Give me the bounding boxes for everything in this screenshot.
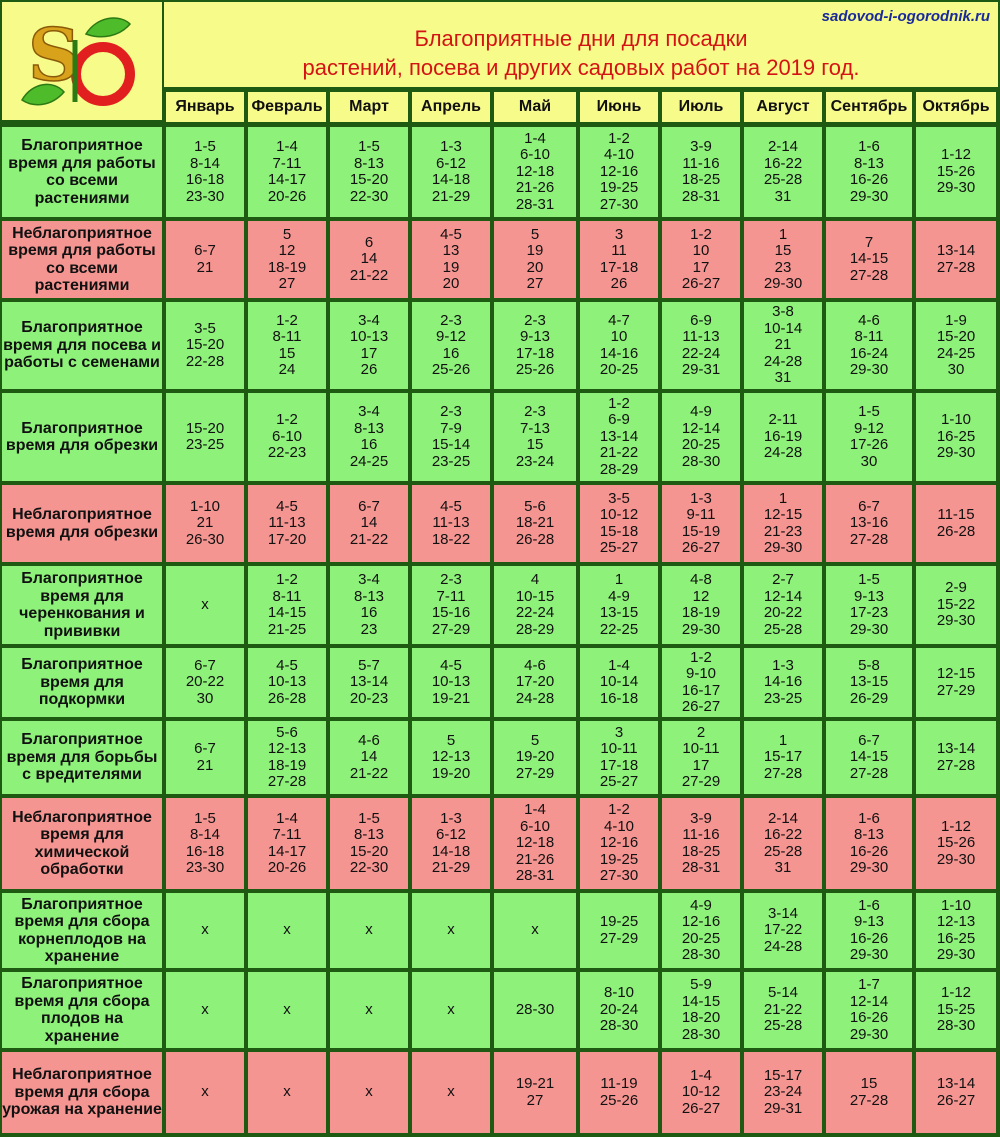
title-line-2: растений, посева и других садовых работ на 2019 год. (302, 55, 860, 80)
date-cell: 3-8 10-14 21 24-28 31 (744, 302, 822, 389)
site-logo[interactable] (2, 2, 162, 120)
date-cell: x (166, 1052, 244, 1133)
date-cell: 5-14 21-22 25-28 (744, 972, 822, 1048)
date-cell: 1-12 15-26 29-30 (916, 798, 996, 889)
date-cell: 1 15-17 27-28 (744, 721, 822, 794)
date-cell: 3-5 15-20 22-28 (166, 302, 244, 389)
date-cell: 1-3 9-11 15-19 26-27 (662, 485, 740, 562)
date-cell: 3-9 11-16 18-25 28-31 (662, 127, 740, 217)
row-label: Неблагоприятное время для работы со всеми растениями (2, 221, 162, 298)
date-cell: 1 4-9 13-15 22-25 (580, 566, 658, 644)
date-cell: 4-7 10 14-16 20-25 (580, 302, 658, 389)
date-cell: 13-14 26-27 (916, 1052, 996, 1133)
date-cell: 2-3 9-13 17-18 25-26 (494, 302, 576, 389)
date-cell: 5-9 14-15 18-20 28-30 (662, 972, 740, 1048)
date-cell: 1-4 10-12 26-27 (662, 1052, 740, 1133)
date-cell: 3-14 17-22 24-28 (744, 893, 822, 968)
date-cell: 5 12-13 19-20 (412, 721, 490, 794)
logo-letter-o: O (86, 48, 87, 49)
date-cell: 1-5 9-12 17-26 30 (826, 393, 912, 481)
page-title (164, 24, 998, 82)
date-cell: 4-8 12 18-19 29-30 (662, 566, 740, 644)
date-cell: 3-4 8-13 16 24-25 (330, 393, 408, 481)
date-cell: 6-9 11-13 22-24 29-31 (662, 302, 740, 389)
date-cell: 4-5 10-13 19-21 (412, 648, 490, 717)
date-cell: 19-21 27 (494, 1052, 576, 1133)
date-cell: 6-7 14-15 27-28 (826, 721, 912, 794)
date-cell: 1-2 8-11 15 24 (248, 302, 326, 389)
date-cell: 4-5 11-13 18-22 (412, 485, 490, 562)
date-cell: 5 12 18-19 27 (248, 221, 326, 298)
logo-letter-s: S (28, 12, 80, 97)
date-cell: 13-14 27-28 (916, 221, 996, 298)
date-cell: 2-3 7-13 15 23-24 (494, 393, 576, 481)
date-cell: x (494, 893, 576, 968)
date-cell: 1-5 8-13 15-20 22-30 (330, 798, 408, 889)
date-cell: 4-5 11-13 17-20 (248, 485, 326, 562)
date-cell: 1-6 9-13 16-26 29-30 (826, 893, 912, 968)
date-cell: 4-9 12-14 20-25 28-30 (662, 393, 740, 481)
month-header: Апрель (412, 92, 490, 122)
date-cell: x (248, 1052, 326, 1133)
date-cell: 5-7 13-14 20-23 (330, 648, 408, 717)
date-cell: 4-9 12-16 20-25 28-30 (662, 893, 740, 968)
date-cell: 6-7 21 (166, 221, 244, 298)
date-cell: 2-3 9-12 16 25-26 (412, 302, 490, 389)
date-cell: 5 19-20 27-29 (494, 721, 576, 794)
row-label: Благоприятное время для борьбы с вредителями (2, 721, 162, 794)
row-label: Благоприятное время для обрезки (2, 393, 162, 481)
date-cell: 15-17 23-24 29-31 (744, 1052, 822, 1133)
date-cell: 1-3 6-12 14-18 21-29 (412, 798, 490, 889)
date-cell: 1-3 6-12 14-18 21-29 (412, 127, 490, 217)
date-cell: 1-12 15-25 28-30 (916, 972, 996, 1048)
row-label: Благоприятное время для черенкования и прививки (2, 566, 162, 644)
date-cell: 1-2 10 17 26-27 (662, 221, 740, 298)
month-header: Январь (166, 92, 244, 122)
date-cell: 1-3 14-16 23-25 (744, 648, 822, 717)
date-cell: 2-7 12-14 20-22 25-28 (744, 566, 822, 644)
logo-graphic (2, 2, 162, 120)
month-header: Март (330, 92, 408, 122)
month-header: Июнь (580, 92, 658, 122)
date-cell: 11-15 26-28 (916, 485, 996, 562)
date-cell: 2-14 16-22 25-28 31 (744, 127, 822, 217)
date-cell: 1-4 10-14 16-18 (580, 648, 658, 717)
date-cell: 1-5 8-14 16-18 23-30 (166, 798, 244, 889)
date-cell: 1-9 15-20 24-25 30 (916, 302, 996, 389)
date-cell: 2-11 16-19 24-28 (744, 393, 822, 481)
date-cell: 3-5 10-12 15-18 25-27 (580, 485, 658, 562)
date-cell: x (248, 893, 326, 968)
date-cell: 1-10 12-13 16-25 29-30 (916, 893, 996, 968)
date-cell: x (166, 893, 244, 968)
title-header (164, 2, 998, 87)
date-cell: 1-2 6-10 22-23 (248, 393, 326, 481)
date-cell: 5-6 18-21 26-28 (494, 485, 576, 562)
date-cell: 4 10-15 22-24 28-29 (494, 566, 576, 644)
date-cell: 4-6 14 21-22 (330, 721, 408, 794)
date-cell: 1-2 4-10 12-16 19-25 27-30 (580, 798, 658, 889)
date-cell: 4-6 8-11 16-24 29-30 (826, 302, 912, 389)
date-cell: 1-6 8-13 16-26 29-30 (826, 127, 912, 217)
date-cell: 1-2 4-10 12-16 19-25 27-30 (580, 127, 658, 217)
site-url[interactable]: sadovod-i-ogorodnik.ru (821, 8, 990, 25)
date-cell: 12-15 27-29 (916, 648, 996, 717)
date-cell: 1-2 6-9 13-14 21-22 28-29 (580, 393, 658, 481)
date-cell: 1-2 8-11 14-15 21-25 (248, 566, 326, 644)
date-cell: 1-4 6-10 12-18 21-26 28-31 (494, 127, 576, 217)
date-cell: 19-25 27-29 (580, 893, 658, 968)
row-label: Благоприятное время для подкормки (2, 648, 162, 717)
date-cell: x (412, 893, 490, 968)
month-header: Февраль (248, 92, 326, 122)
date-cell: 6-7 21 (166, 721, 244, 794)
date-cell: 1-4 7-11 14-17 20-26 (248, 798, 326, 889)
date-cell: x (330, 1052, 408, 1133)
date-cell: 3 11 17-18 26 (580, 221, 658, 298)
date-cell: 2-3 7-11 15-16 27-29 (412, 566, 490, 644)
date-cell: 1-6 8-13 16-26 29-30 (826, 798, 912, 889)
row-label: Благоприятное время для работы со всеми растениями (2, 127, 162, 217)
date-cell: 1 12-15 21-23 29-30 (744, 485, 822, 562)
date-cell: 13-14 27-28 (916, 721, 996, 794)
date-cell: 15 27-28 (826, 1052, 912, 1133)
date-cell: x (248, 972, 326, 1048)
date-cell: 1-5 8-14 16-18 23-30 (166, 127, 244, 217)
date-cell: 1-10 16-25 29-30 (916, 393, 996, 481)
date-cell: 5-6 12-13 18-19 27-28 (248, 721, 326, 794)
date-cell: 1-5 9-13 17-23 29-30 (826, 566, 912, 644)
date-cell: x (330, 893, 408, 968)
row-label: Неблагоприятное время для химической обработки (2, 798, 162, 889)
date-cell: 3-4 8-13 16 23 (330, 566, 408, 644)
date-cell: 3-9 11-16 18-25 28-31 (662, 798, 740, 889)
month-header: Август (744, 92, 822, 122)
date-cell: 2-9 15-22 29-30 (916, 566, 996, 644)
date-cell: 1-2 9-10 16-17 26-27 (662, 648, 740, 717)
row-label: Неблагоприятное время для сбора урожая на хранение (2, 1052, 162, 1133)
date-cell: 1-10 21 26-30 (166, 485, 244, 562)
date-cell: 6-7 13-16 27-28 (826, 485, 912, 562)
month-header: Октябрь (916, 92, 996, 122)
date-cell: 4-5 10-13 26-28 (248, 648, 326, 717)
date-cell: 1-7 12-14 16-26 29-30 (826, 972, 912, 1048)
date-cell: 3-4 10-13 17 26 (330, 302, 408, 389)
date-cell: x (412, 972, 490, 1048)
month-header: Май (494, 92, 576, 122)
date-cell: 1-4 7-11 14-17 20-26 (248, 127, 326, 217)
date-cell: 2-14 16-22 25-28 31 (744, 798, 822, 889)
date-cell: 1-4 6-10 12-18 21-26 28-31 (494, 798, 576, 889)
row-label: Благоприятное время для посева и работы с семенами (2, 302, 162, 389)
month-header: Июль (662, 92, 740, 122)
date-cell: 7 14-15 27-28 (826, 221, 912, 298)
date-cell: 4-5 13 19 20 (412, 221, 490, 298)
date-cell: 6-7 20-22 30 (166, 648, 244, 717)
date-cell: 3 10-11 17-18 25-27 (580, 721, 658, 794)
month-header: Сентябрь (826, 92, 912, 122)
date-cell: 1-5 8-13 15-20 22-30 (330, 127, 408, 217)
date-cell: 2-3 7-9 15-14 23-25 (412, 393, 490, 481)
date-cell: x (166, 972, 244, 1048)
row-label: Неблагоприятное время для обрезки (2, 485, 162, 562)
date-cell: 5 19 20 27 (494, 221, 576, 298)
date-cell: 1-12 15-26 29-30 (916, 127, 996, 217)
date-cell: 15-20 23-25 (166, 393, 244, 481)
date-cell: x (330, 972, 408, 1048)
date-cell: 28-30 (494, 972, 576, 1048)
date-cell: 6-7 14 21-22 (330, 485, 408, 562)
row-label: Благоприятное время для сбора плодов на хранение (2, 972, 162, 1048)
date-cell: 4-6 17-20 24-28 (494, 648, 576, 717)
date-cell: 5-8 13-15 26-29 (826, 648, 912, 717)
row-label: Благоприятное время для сбора корнеплодов на хранение (2, 893, 162, 968)
date-cell: 11-19 25-26 (580, 1052, 658, 1133)
title-line-1: Благоприятные дни для посадки (414, 26, 748, 51)
date-cell: x (412, 1052, 490, 1133)
date-cell: 1 15 23 29-30 (744, 221, 822, 298)
date-cell: x (166, 566, 244, 644)
date-cell: 6 14 21-22 (330, 221, 408, 298)
date-cell: 8-10 20-24 28-30 (580, 972, 658, 1048)
date-cell: 2 10-11 17 27-29 (662, 721, 740, 794)
